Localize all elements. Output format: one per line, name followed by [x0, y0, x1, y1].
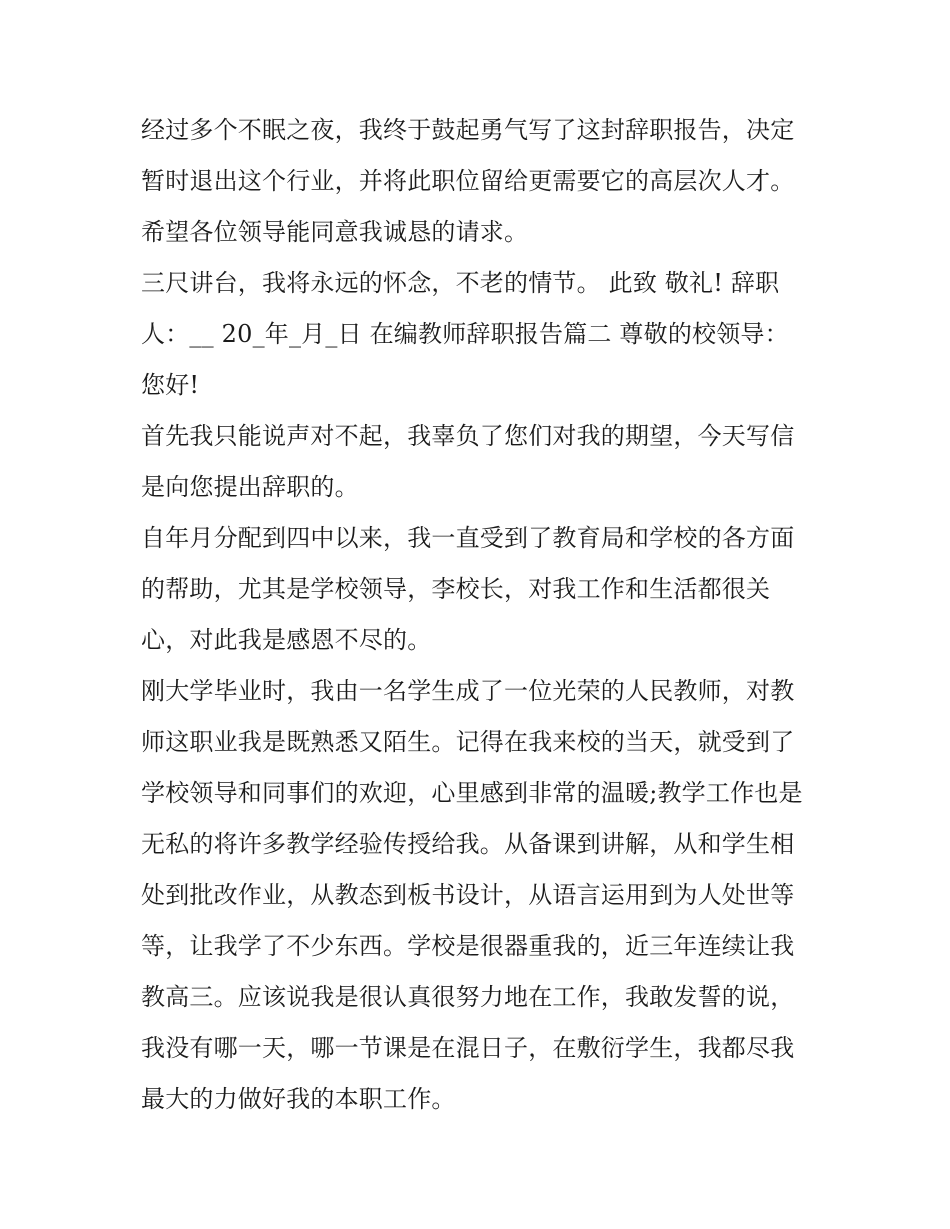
- paragraph-closing: 三尺讲台，我将永远的怀念，不老的情节。 此致 敬礼! 辞职人：__ 20_年_月_日 在编教师辞职报告篇二 尊敬的校领导：您好!: [141, 269, 789, 399]
- paragraph-gratitude: 自年月分配到四中以来，我一直受到了教育局和学校的各方面的帮助，尤其是学校领导，李校长，对我工作和生活都很关心，对此我是感恩不尽的。: [141, 524, 795, 654]
- document-body: [141, 105, 813, 1125]
- paragraph-experience: 刚大学毕业时，我由一名学生成了一位光荣的人民教师，对教师这职业我是既熟悉又陌生。记得在我来校的当天，就受到了学校领导和同事们的欢迎，心里感到非常的温暖;教学工作也是无私的将许多教学经验传授给我。从备课到讲解，从和学生相处到批改作业，从教态到板书设计，从语言运用到为人处世等等，让我学了不少东西。学校是很器重我的，近三年连续让我教高三。应该说我是很认真很努力地在工作，我敢发誓的说，我没有哪一天，哪一节课是在混日子，在敷衍学生，我都尽我最大的力做好我的本职工作。: [141, 677, 803, 1113]
- paragraph-apology: 首先我只能说声对不起，我辜负了您们对我的期望，今天写信是向您提出辞职的。: [141, 422, 795, 501]
- paragraph-decision: 经过多个不眠之夜，我终于鼓起勇气写了这封辞职报告，决定暂时退出这个行业，并将此职位留给更需要它的高层次人才。希望各位领导能同意我诚恳的请求。: [141, 116, 795, 246]
